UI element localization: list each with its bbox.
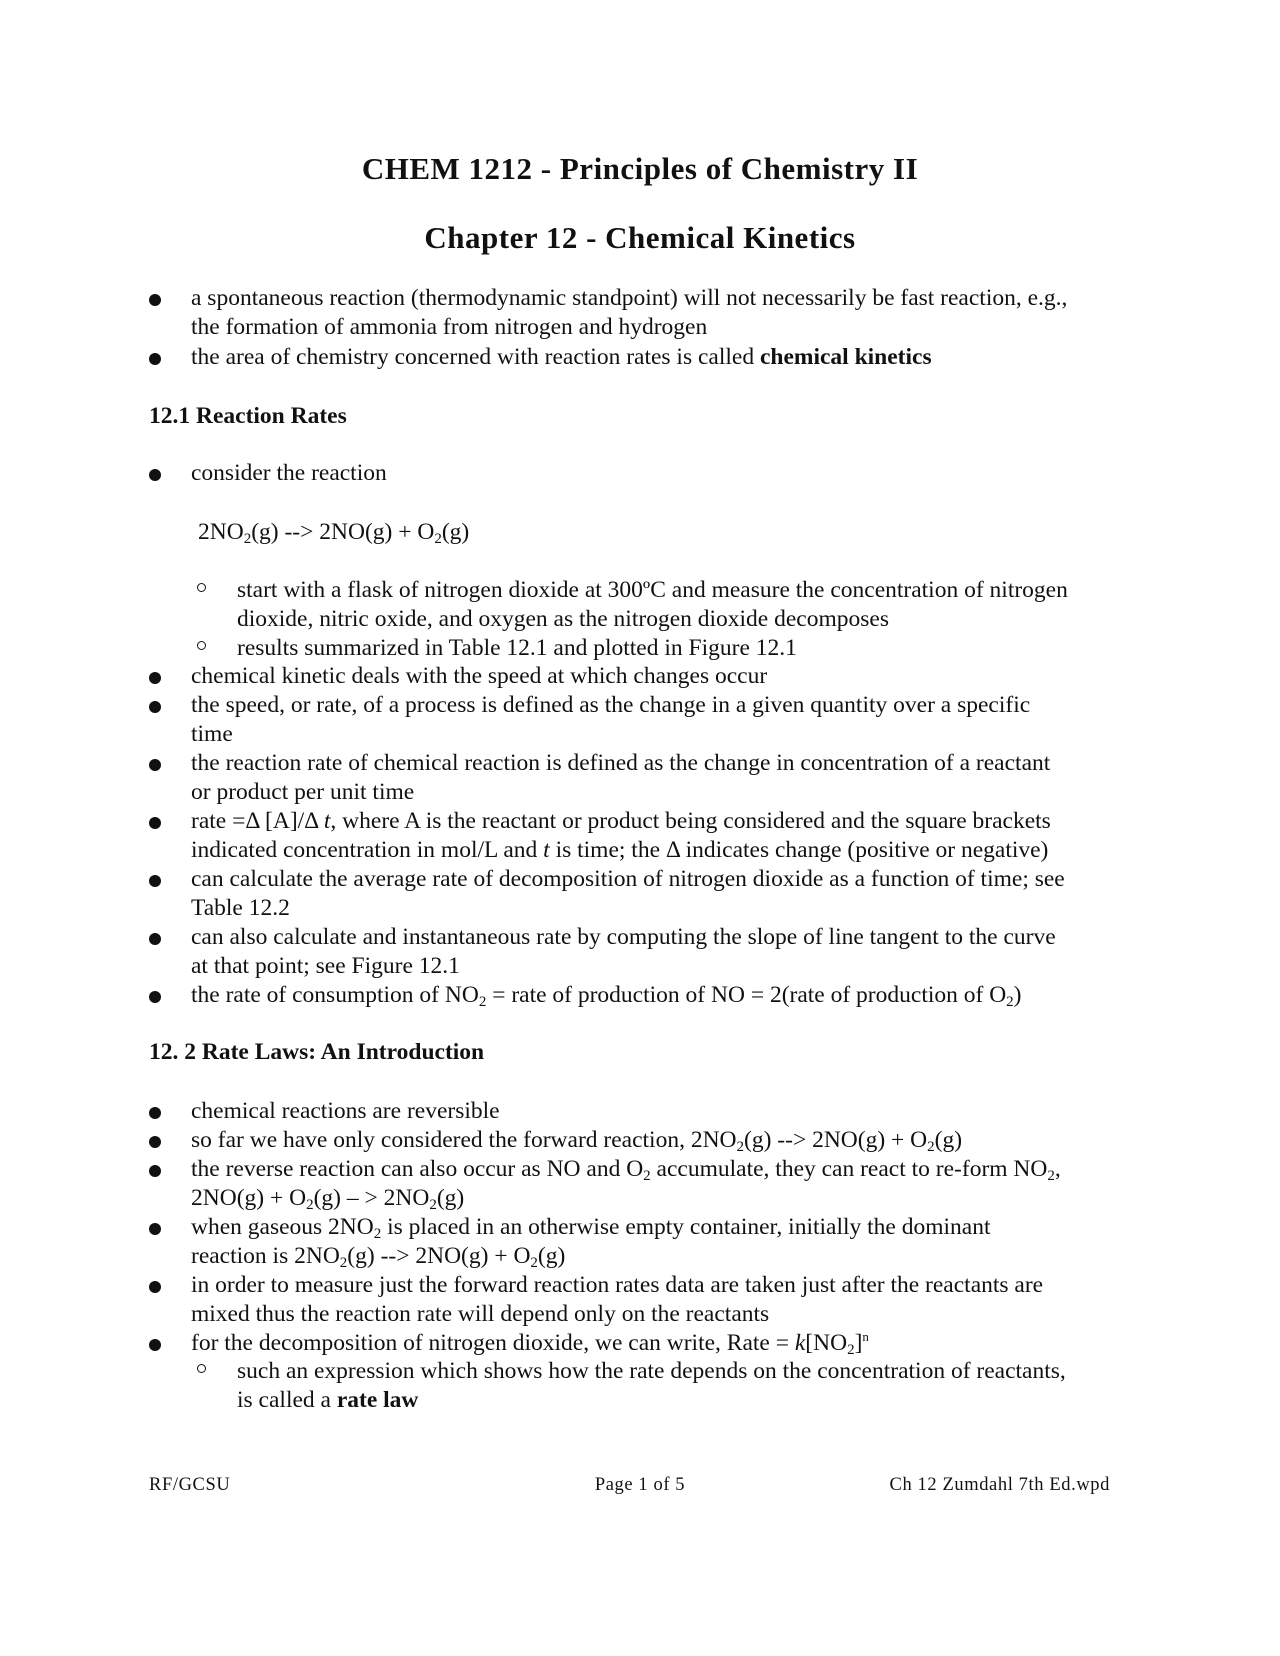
sub-bullet-1-line-2: dioxide, nitric oxide, and oxygen as the nitrogen dioxide decomposes <box>237 606 889 632</box>
footer-left: RF/GCSU <box>149 1475 231 1495</box>
bullet-rate-def-line-2: time <box>191 721 233 747</box>
intro-bullet-2: the area of chemistry concerned with reaction rates is called chemical kinetics <box>191 344 932 370</box>
consider-bullet: consider the reaction <box>191 460 387 486</box>
bold-term: rate law <box>336 1387 419 1413</box>
bullet-icon <box>149 875 161 887</box>
section-heading-12-1: 12.1 Reaction Rates <box>149 403 347 429</box>
bullet-icon <box>149 701 161 713</box>
reaction-equation: $2NO_2(g)$ --> $2NO(g) + O_2(g)$ <box>198 519 470 547</box>
bullet-reversible: chemical reactions are reversible <box>191 1098 500 1124</box>
bullet-rate-expression: for the decomposition of nitrogen dioxide, we can write, Rate = $k[NO_2]^n$ <box>191 1329 869 1358</box>
bullet-icon <box>149 353 161 365</box>
sub-bullet-2: results summarized in Table 12.1 and plotted in Figure 12.1 <box>237 635 797 661</box>
bullet-reverse-reaction-line-2: $2NO(g) + O_2(g)$ – > $2NO_2(g)$ <box>191 1185 465 1213</box>
bullet-icon <box>149 672 161 684</box>
sub-bullet-icon <box>197 583 206 592</box>
bullet-icon <box>149 1136 161 1148</box>
intro-bullet-1-line-1: a spontaneous reaction (thermodynamic standpoint) will not necessarily be fast reaction, e.g., <box>191 285 1068 311</box>
sub-bullet-rate-law-line-2: is called a rate law <box>237 1387 419 1413</box>
footer-page-number: Page 1 of 5 <box>594 1475 686 1495</box>
bullet-reaction-rate-line-1: the reaction rate of chemical reaction is defined as the change in concentration of a reactant <box>191 750 1051 776</box>
bullet-rate-formula-line-2: indicated concentration in mol/L and t is time; the Δ indicates change (positive or negative) <box>191 837 1049 863</box>
bullet-average-rate-line-1: can calculate the average rate of decomposition of nitrogen dioxide as a function of time; see <box>191 866 1065 892</box>
bullet-measure-forward-line-1: in order to measure just the forward reaction rates data are taken just after the reactants are <box>191 1272 1044 1298</box>
bullet-consumption-rate: the rate of consumption of $NO_2$ = rate of production of NO = 2(rate of production of $O_2$) <box>191 982 1022 1010</box>
bullet-forward-reaction: so far we have only considered the forward reaction, $2NO_2(g)$ --> $2NO(g) + O_2(g)$ <box>191 1127 963 1155</box>
bullet-instantaneous-rate-line-1: can also calculate and instantaneous rate by computing the slope of line tangent to the curve <box>191 924 1056 950</box>
bullet-icon <box>149 1165 161 1177</box>
bullet-icon <box>149 1107 161 1119</box>
bullet-reaction-rate-line-2: or product per unit time <box>191 779 415 805</box>
footer-filename: Ch 12 Zumdahl 7th Ed.wpd <box>889 1475 1110 1495</box>
bullet-rate-def-line-1: the speed, or rate, of a process is defined as the change in a given quantity over a specific <box>191 692 1031 718</box>
bullet-icon <box>149 1339 161 1351</box>
bullet-icon <box>149 1281 161 1293</box>
bullet-kinetics-speed: chemical kinetic deals with the speed at which changes occur <box>191 663 768 689</box>
bullet-reverse-reaction-line-1: the reverse reaction can also occur as NO and $O_2$ accumulate, they can react to re-form $NO_2$, <box>191 1156 1061 1184</box>
bullet-average-rate-line-2: Table 12.2 <box>191 895 290 921</box>
sub-bullet-rate-law-line-1: such an expression which shows how the rate depends on the concentration of reactants, <box>237 1358 1066 1384</box>
sub-bullet-1-line-1: start with a flask of nitrogen dioxide at 300ºC and measure the concentration of nitrogen <box>237 577 1068 603</box>
bullet-dominant-reaction-line-2: reaction is $2NO_2(g)$ --> $2NO(g) + O_2(g)$ <box>191 1243 566 1271</box>
bullet-icon <box>149 817 161 829</box>
sub-bullet-icon <box>197 641 206 650</box>
bullet-icon <box>149 759 161 771</box>
bullet-dominant-reaction-line-1: when gaseous $2NO_2$ is placed in an otherwise empty container, initially the dominant <box>191 1214 991 1242</box>
chapter-title: Chapter 12 - Chemical Kinetics <box>424 220 856 255</box>
sub-bullet-icon <box>197 1364 206 1373</box>
section-heading-12-2: 12. 2 Rate Laws: An Introduction <box>149 1039 485 1065</box>
bullet-icon <box>149 933 161 945</box>
intro-bullet-1-line-2: the formation of ammonia from nitrogen and hydrogen <box>191 314 708 340</box>
bold-term: chemical kinetics <box>759 344 932 370</box>
bullet-instantaneous-rate-line-2: at that point; see Figure 12.1 <box>191 953 460 979</box>
bullet-rate-formula-line-1: rate =Δ [A]/Δ t, where A is the reactant or product being considered and the square brackets <box>191 808 1051 834</box>
bullet-icon <box>149 469 161 481</box>
bullet-icon <box>149 294 161 306</box>
bullet-icon <box>149 1223 161 1235</box>
bullet-icon <box>149 991 161 1003</box>
course-title: CHEM 1212 - Principles of Chemistry II <box>361 151 919 186</box>
bullet-measure-forward-line-2: mixed thus the reaction rate will depend only on the reactants <box>191 1301 770 1327</box>
